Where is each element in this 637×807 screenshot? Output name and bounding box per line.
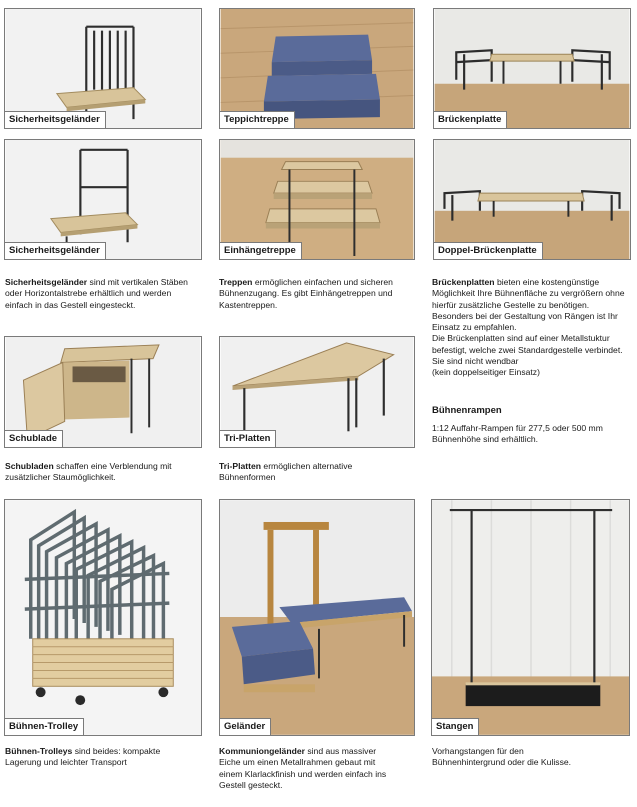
photo-brueckenplatte (433, 8, 631, 129)
photo-caption: Schublade (5, 430, 63, 447)
photo-caption: Sicherheitsgeländer (5, 111, 106, 128)
description-buehnenrampen: 1:12 Auffahr-Rampen für 277,5 oder 500 mm Bühnenhöhe sind erhältlich. (432, 423, 603, 445)
photo-teppichtreppe (219, 8, 415, 129)
photo-caption: Geländer (220, 718, 271, 735)
photo-caption: Tri-Platten (220, 430, 276, 447)
photo-caption: Stangen (432, 718, 479, 735)
communion-rail-image (220, 500, 414, 735)
description-kommuniongelaender: Kommuniongeländer sind aus massiver Eiche um einen Metallrahmen gebaut mit einem Klarlackfinish und werden einfach ins Gestell gesteckt. (219, 746, 387, 790)
photo-tri-platten (219, 336, 415, 448)
photo-gelaender (219, 499, 415, 736)
description-buehnen-trolley: Bühnen-Trolleys sind beides: kompakte Lagerung und leichter Transport (5, 746, 161, 768)
description-treppen: Treppen ermöglichen einfachen und sicheren Bühnenzugang. Es gibt Einhängetreppen und Kastentreppen. (219, 277, 393, 310)
photo-buehnen-trolley (4, 499, 202, 736)
stage-trolley-image (5, 500, 201, 735)
photo-stangen (431, 499, 630, 736)
curtain-poles-image (432, 500, 629, 735)
photo-caption: Doppel-Brückenplatte (434, 242, 543, 259)
description-tri-platten: Tri-Platten ermöglichen alternative Bühnenformen (219, 461, 353, 483)
description-brueckenplatten: Brückenplatten bieten eine kostengünstige Möglichkeit Ihre Bühnenfläche zu vergrößern ohne hierfür zusätzliche Gestelle zu benötigen. Besonders bei der Gestaltung von Rängen ist Ihr Einsatz zu empfahlen. Die Brückenplatten sind auf einer Metallstuktur befestigt, welche zwei Standardgestelle verbindet. Sie sind nicht wendbar (kein doppelseitiger Einsatz) (432, 277, 625, 378)
photo-caption: Bühnen-Trolley (5, 718, 84, 735)
description-sicherheitsgelaender: Sicherheitsgeländer sind mit vertikalen Stäben oder Horizontalstrebe erhältlich und werden einfach in das Gestell eingesteckt. (5, 277, 188, 310)
photo-caption: Sicherheitsgeländer (5, 242, 106, 259)
heading-buehnenrampen: Bühnenrampen (432, 405, 502, 416)
photo-schublade (4, 336, 202, 448)
photo-einhaengetreppe (219, 139, 415, 260)
photo-caption: Einhängetreppe (220, 242, 302, 259)
description-stangen: Vorhangstangen für den Bühnenhintergrund oder die Kulisse. (432, 746, 572, 768)
photo-sicherheitsgelaender-1 (4, 8, 202, 129)
photo-doppel-brueckenplatte (433, 139, 631, 260)
photo-caption: Brückenplatte (434, 111, 507, 128)
photo-sicherheitsgelaender-2 (4, 139, 202, 260)
photo-caption: Teppichtreppe (220, 111, 295, 128)
description-schublade: Schubladen schaffen eine Verblendung mit zusätzlicher Staumöglichkeit. (5, 461, 172, 483)
